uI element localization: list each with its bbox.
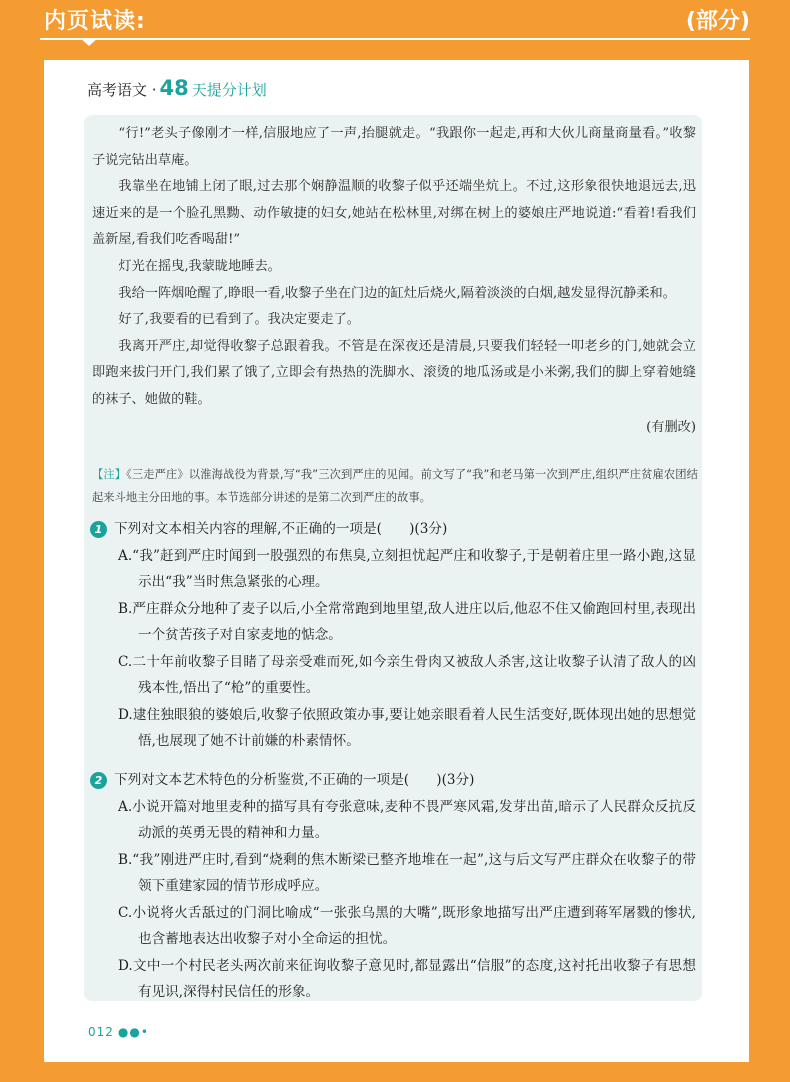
content-panel	[84, 115, 702, 1001]
story-paragraph: 我给一阵烟呛醒了,睁眼一看,收黎子坐在门边的缸灶后烧火,隔着淡淡的白烟,越发显得沉静柔和。	[118, 285, 676, 301]
question-number-icon: 1	[90, 521, 107, 538]
option-b: B.“我”刚进严庄时,看到“烧剩的焦木断梁已整齐地堆在一起”,这与后文写严庄群众在收黎子的带领下重建家园的情节形成呼应。	[118, 851, 696, 894]
story-paragraph: 我离开严庄,却觉得收黎子总跟着我。不管是在深夜还是清晨,只要我们轻轻一叩老乡的门,她就会立即跑来拔闩开门,我们累了饿了,立即会有热热的洗脚水、滚烫的地瓜汤或是小米粥,我们的脚上穿着她缝的袜子、她做的鞋。	[92, 338, 696, 407]
option-a: A.小说开篇对地里麦种的描写具有夸张意味,麦种不畏严寒风霜,发芽出苗,暗示了人民群众反抗反动派的英勇无畏的精神和力量。	[118, 798, 696, 841]
question-stem-text: 下列对文本艺术特色的分析鉴赏,不正确的一项是( )(3分)	[114, 772, 475, 788]
banner-rule	[40, 38, 750, 40]
option-d: D.文中一个村民老头两次前来征询收黎子意见时,都显露出“信服”的态度,这衬托出收黎子有思想有见识,深得村民信任的形象。	[118, 957, 696, 1000]
banner-title: 内页试读:	[44, 9, 146, 34]
option-c: C.二十年前收黎子目睹了母亲受难而死,如今亲生骨肉又被敌人杀害,这让收黎子认清了敌人的凶残本性,悟出了“枪”的重要性。	[118, 653, 696, 696]
note-tag: 【注】	[92, 468, 127, 481]
question-number-icon: 2	[90, 772, 107, 789]
option-d: D.逮住独眼狼的婆娘后,收黎子依照政策办事,要让她亲眼看着人民生活变好,既体现出她的思想觉悟,也展现了她不计前嫌的朴素情怀。	[118, 706, 696, 749]
note-text: 《三走严庄》以淮海战役为背景,写“我”三次到严庄的见闻。前文写了“我”和老马第一次到严庄,组织严庄贫雇农团结起来斗地主分田地的事。本节选部分讲述的是第二次到严庄的故事。	[92, 468, 698, 504]
question-2	[90, 767, 696, 1006]
header-plan: 天提分计划	[191, 81, 267, 99]
page-footer	[88, 1025, 149, 1039]
question-stem	[90, 516, 696, 543]
story-source: (有删改)	[646, 419, 696, 435]
banner	[0, 0, 790, 40]
option-b: B.严庄群众分地种了麦子以后,小全常常跑到地里望,敌人进庄以后,他忍不住又偷跑回村里,表现出一个贫苦孩子对自家麦地的惦念。	[118, 600, 696, 643]
footer-dots-icon: ●●•	[117, 1025, 149, 1039]
question-1	[90, 516, 696, 755]
page-number: 012	[88, 1025, 114, 1039]
banner-subtitle: (部分)	[685, 9, 750, 34]
header-number: 48	[159, 76, 189, 100]
question-stem-text: 下列对文本相关内容的理解,不正确的一项是( )(3分)	[114, 521, 448, 537]
option-c: C.小说将火舌舐过的门洞比喻成“一张张乌黑的大嘴”,既形象地描写出严庄遭到蒋军屠戮的惨状,也含蓄地表达出收黎子对小全命运的担忧。	[118, 904, 696, 947]
story-paragraph: 我靠坐在地铺上闭了眼,过去那个娴静温顺的收黎子似乎还端坐炕上。不过,这形象很快地退远去,迅速近来的是一个脸孔黑黝、动作敏捷的妇女,她站在松林里,对绑在树上的婆娘庄严地说道:“看着!看我们盖新屋,看我们吃香喝甜!”	[92, 179, 696, 248]
story-paragraph: 灯光在摇曳,我蒙眬地睡去。	[118, 258, 281, 274]
book-page	[44, 60, 749, 1062]
page-header	[87, 76, 267, 100]
banner-pointer-icon	[80, 38, 98, 46]
story-paragraph: 好了,我要看的已看到了。我决定要走了。	[118, 312, 360, 328]
story-text	[92, 121, 696, 441]
annotation-note	[92, 463, 698, 509]
header-prefix: 高考语文 ·	[87, 81, 157, 99]
question-stem	[90, 767, 696, 794]
option-a: A.“我”赶到严庄时闻到一股强烈的布焦臭,立刻担忧起严庄和收黎子,于是朝着庄里一路小跑,这显示出“我”当时焦急紧张的心理。	[118, 547, 696, 590]
story-paragraph: “行!”老头子像刚才一样,信服地应了一声,抬腿就走。“我跟你一起走,再和大伙儿商量商量看。”收黎子说完钻出草庵。	[92, 126, 696, 168]
